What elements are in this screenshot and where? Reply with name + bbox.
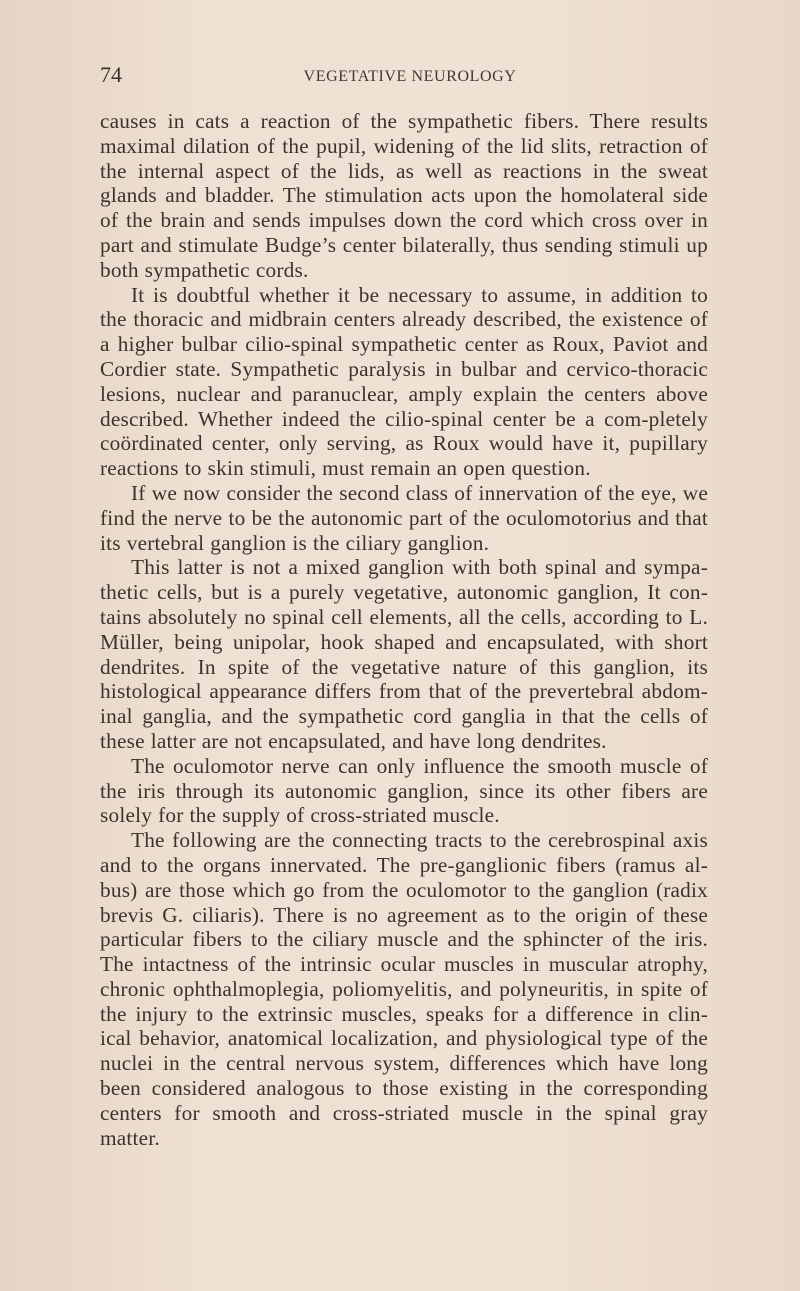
paragraph-ciliary-ganglion: This latter is not a mixed ganglion with both spinal and sympa-thetic cells, but is a purely vegetative, autonomic ganglion, It con-tains absolutely no spinal cell elements, all the cells, according to L. Müller, being unipolar, hook shaped and encapsulated, with short dendrites. In spite of the vegetative nature of this ganglion, its histological appearance differs from that of the prevertebral abdom-inal ganglia, and the sympathetic cord ganglia in that the cells of these latter are not encapsulated, and have long dendrites.: [100, 555, 708, 753]
paragraph-second-class-innervation: If we now consider the second class of innervation of the eye, we find the nerve to be the autonomic part of the oculomotorius and that its vertebral ganglion is the ciliary ganglion.: [100, 480, 708, 555]
running-head: VEGETATIVE NEUROLOGY: [303, 68, 517, 85]
body-text: [100, 109, 708, 1150]
paragraph-oculomotor-nerve: The oculomotor nerve can only influence the smooth muscle of the iris through its autonomic ganglion, since its other fibers are solely for the supply of cross-striated muscle.: [100, 753, 708, 828]
page-number: 74: [100, 62, 122, 87]
paragraph-connecting-tracts: The following are the connecting tracts to the cerebrospinal axis and to the organs innervated. The pre-ganglionic fibers (ramus al-bus) are those which go from the oculomotor to the ganglion (radix brevis G. ciliaris). There is no agreement as to the origin of these particular fibers to the ciliary muscle and the sphincter of the iris. The intactness of the intrinsic ocular muscles in muscular atrophy, chronic ophthalmoplegia, poliomyelitis, and polyneuritis, in spite of the injury to the extrinsic muscles, speaks for a difference in clin-ical behavior, anatomical localization, and physiological type of the nuclei in the central nervous system, differences which have long been considered analogous to those existing in the corresponding centers for smooth and cross-striated muscle in the spinal gray matter.: [100, 828, 708, 1150]
page-header: [100, 62, 724, 94]
paragraph-bulbar-center: It is doubtful whether it be necessary to assume, in addition to the thoracic and midbrain centers already described, the existence of a higher bulbar cilio-spinal sympathetic center as Roux, Paviot and Cordier state. Sympathetic paralysis in bulbar and cervico-thoracic lesions, nuclear and paranuclear, amply explain the centers above described. Whether indeed the cilio-spinal center be a com-pletely coördinated center, only serving, as Roux would have it, pupillary reactions to skin stimuli, must remain an open question.: [100, 282, 708, 481]
paragraph-continuation: causes in cats a reaction of the sympathetic fibers. There results maximal dilation of the pupil, widening of the lid slits, retraction of the internal aspect of the lids, as well as reactions in the sweat glands and bladder. The stimulation acts upon the homolateral side of the brain and sends impulses down the cord which cross over in part and stimulate Budge’s center bilaterally, thus sending stimuli up both sympathetic cords.: [100, 109, 708, 282]
